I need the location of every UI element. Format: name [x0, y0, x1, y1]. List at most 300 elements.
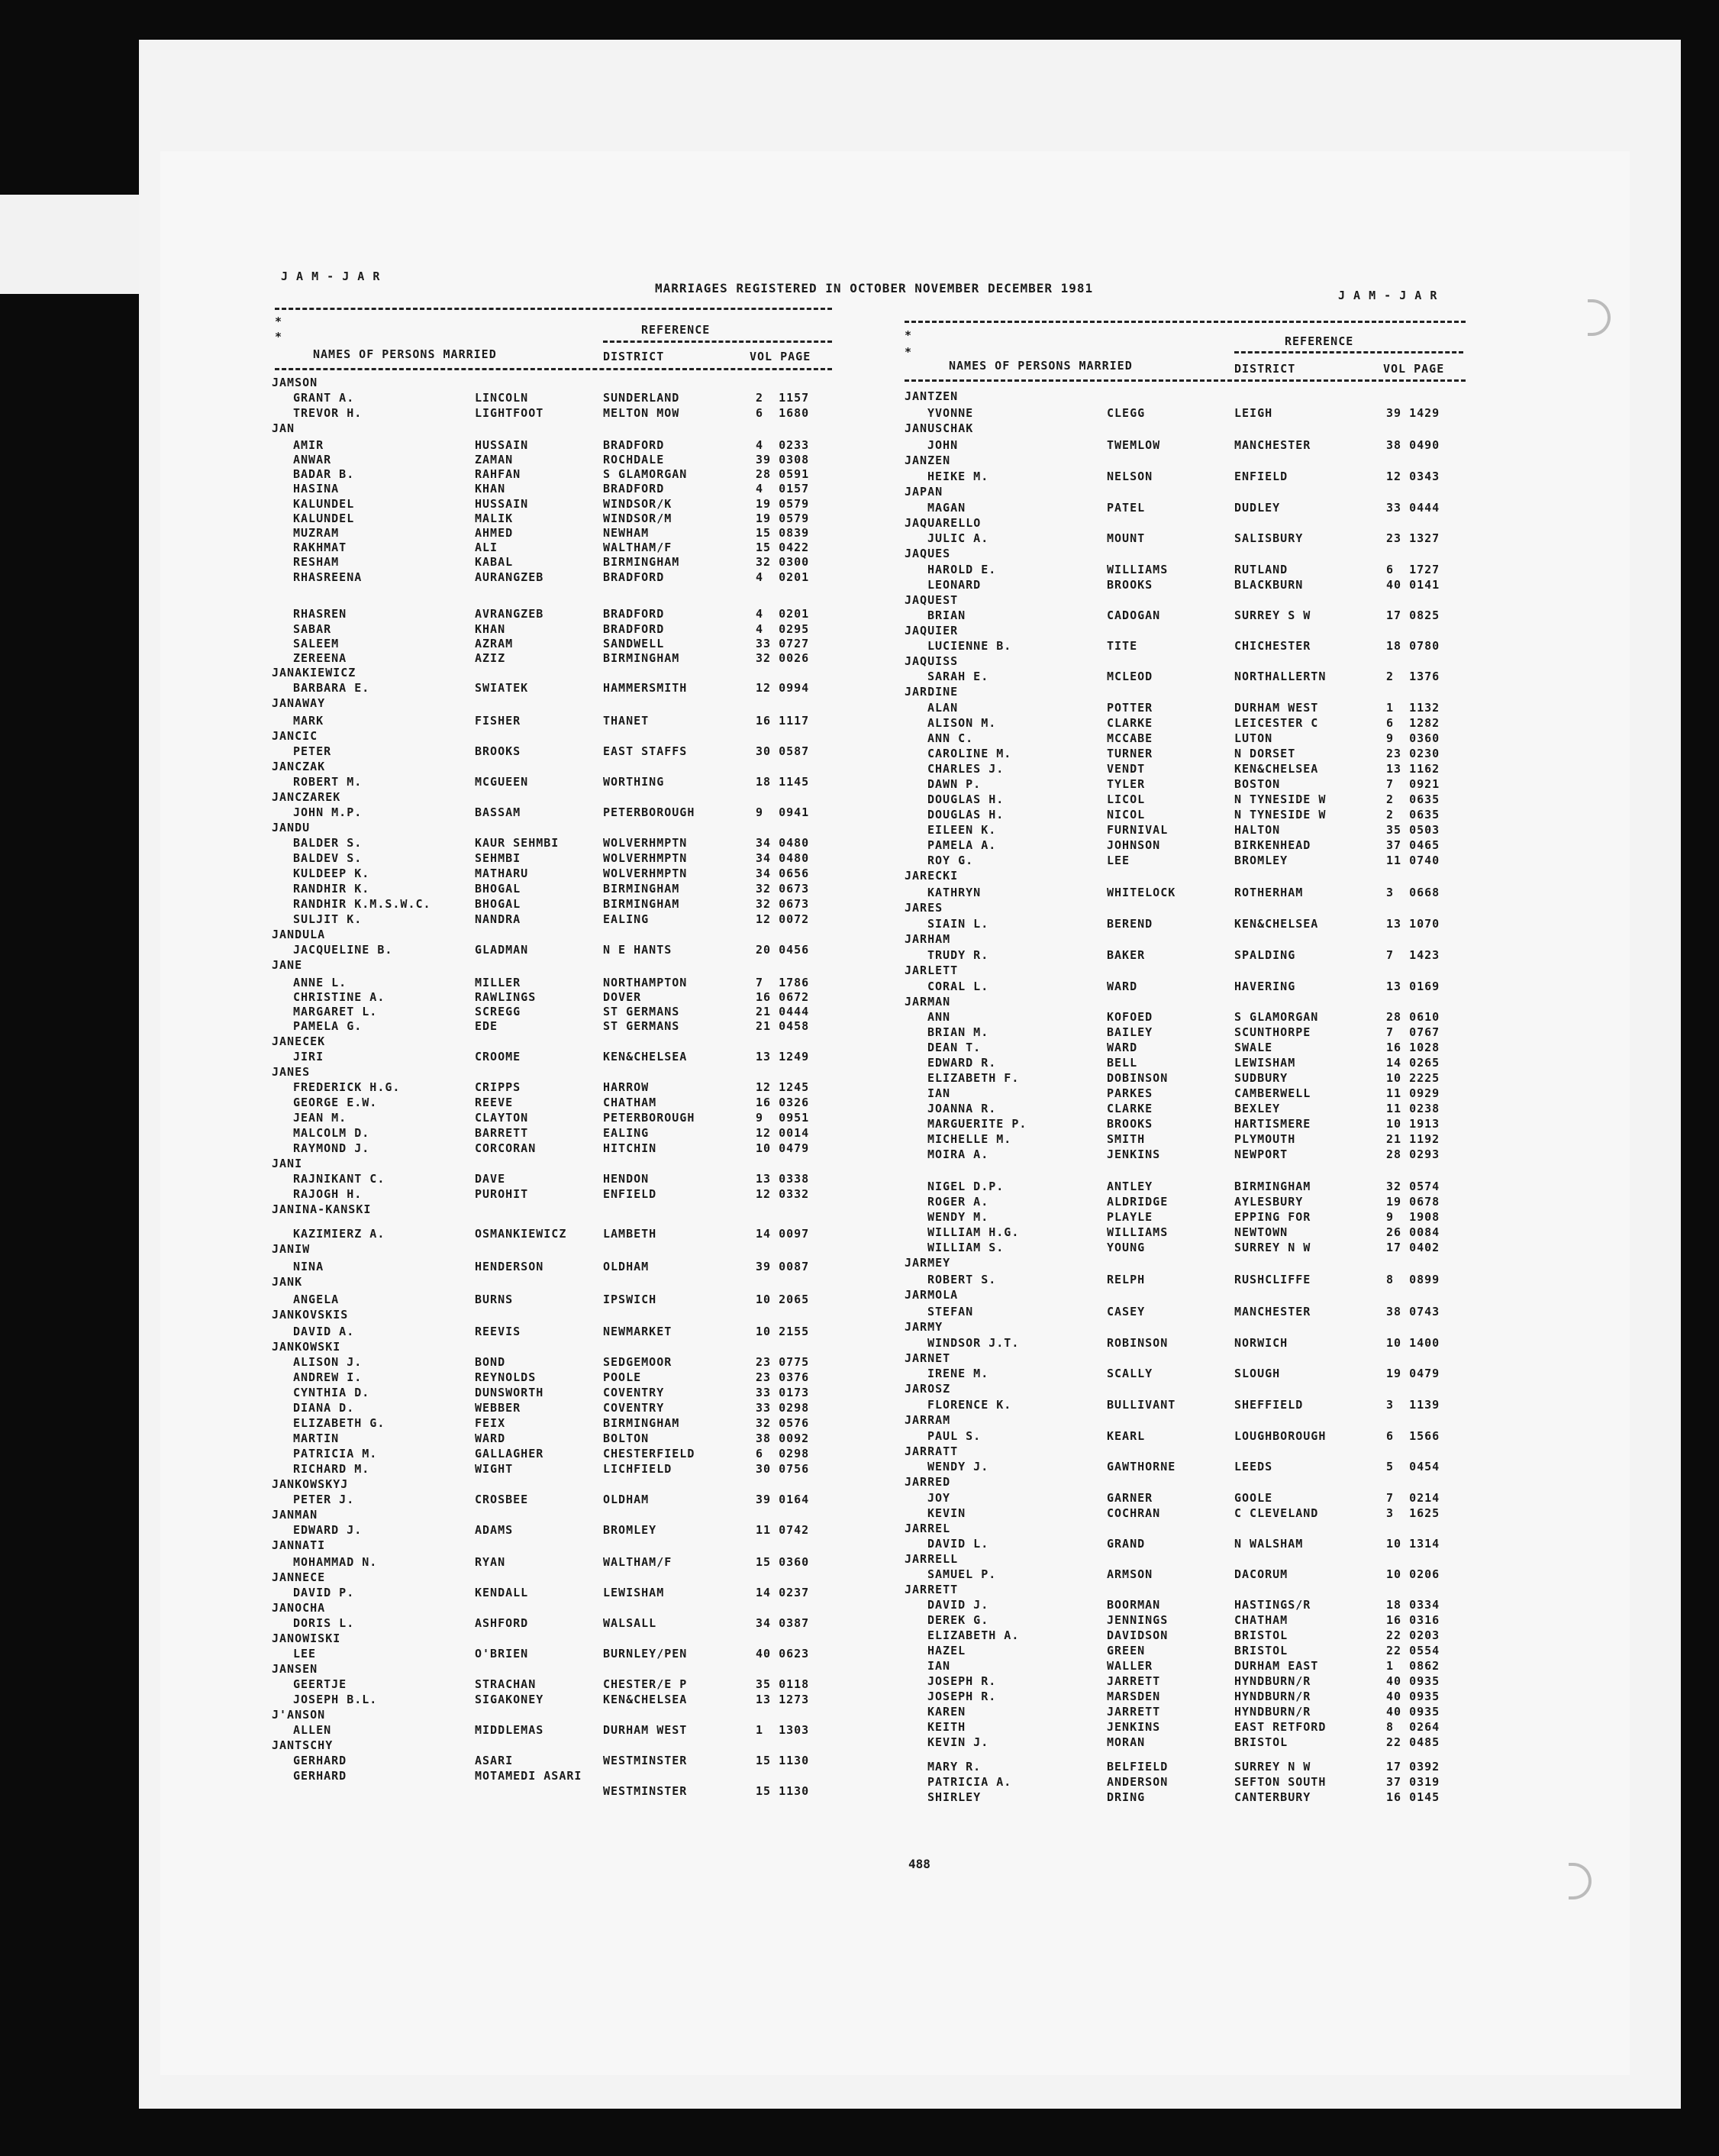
spouse-surname: LICOL	[1107, 792, 1146, 806]
given-names: HAROLD E.	[927, 563, 997, 576]
given-names: RANDHIR K.M.S.W.C.	[293, 897, 431, 911]
spouse-surname: MOUNT	[1107, 531, 1146, 545]
volume-page: 34 0387	[756, 1616, 810, 1630]
district: EAST STAFFS	[603, 744, 688, 758]
volume-page: 32 0673	[756, 882, 810, 896]
given-names: DEREK G.	[927, 1613, 989, 1627]
given-names: EDWARD R.	[927, 1056, 997, 1070]
spouse-surname: BURNS	[475, 1293, 514, 1306]
surname-heading: JARLETT	[905, 963, 959, 977]
spouse-surname: LIGHTFOOT	[475, 406, 544, 420]
volume-page: 10 1400	[1386, 1336, 1440, 1350]
district: DURHAM WEST	[603, 1723, 688, 1737]
district: LEWISHAM	[603, 1586, 665, 1599]
district: BRISTOL	[1234, 1644, 1288, 1657]
header-rule	[275, 308, 832, 310]
surname-heading: JARECKI	[905, 869, 959, 883]
spouse-surname: KEARL	[1107, 1429, 1146, 1443]
volume-page: 1 1132	[1386, 701, 1440, 715]
district: SURREY N W	[1234, 1760, 1311, 1774]
spouse-surname: WILLIAMS	[1107, 1225, 1169, 1239]
given-names: WENDY M.	[927, 1210, 989, 1224]
district: BIRMINGHAM	[603, 897, 680, 911]
given-names: JOSEPH B.L.	[293, 1693, 378, 1706]
volume-page: 17 0825	[1386, 608, 1440, 622]
surname-heading: JARRAM	[905, 1413, 951, 1427]
spouse-surname: JARRETT	[1107, 1705, 1161, 1719]
surname-heading: JANINA-KANSKI	[272, 1202, 372, 1216]
given-names: SARAH E.	[927, 670, 989, 683]
names-header: NAMES OF PERSONS MARRIED	[313, 347, 497, 361]
spouse-surname: RAWLINGS	[475, 990, 537, 1004]
volume-page: 10 1314	[1386, 1537, 1440, 1551]
volume-page: 11 0238	[1386, 1102, 1440, 1115]
surname-heading: JANCIC	[272, 729, 318, 743]
district: NEWPORT	[1234, 1147, 1288, 1161]
given-names: DOUGLAS H.	[927, 808, 1005, 821]
volume-page: 33 0727	[756, 637, 810, 650]
surname-heading: JANIW	[272, 1242, 311, 1256]
district: HALTON	[1234, 823, 1281, 837]
volume-page: 33 0298	[756, 1401, 810, 1415]
given-names: WILLIAM S.	[927, 1241, 1005, 1254]
district: HAVERING	[1234, 980, 1296, 993]
surname-heading: JARRATT	[905, 1444, 959, 1458]
volume-page: 16 0316	[1386, 1613, 1440, 1627]
volume-page: 23 0775	[756, 1355, 810, 1369]
district: DOVER	[603, 990, 642, 1004]
district: WINDSOR/M	[603, 512, 672, 525]
district: BLACKBURN	[1234, 578, 1304, 592]
district: BIRKENHEAD	[1234, 838, 1311, 852]
volume-page: 39 1429	[1386, 406, 1440, 420]
district: LEWISHAM	[1234, 1056, 1296, 1070]
given-names: FREDERICK H.G.	[293, 1080, 401, 1094]
district: ENFIELD	[603, 1187, 657, 1201]
volume-page: 2 1376	[1386, 670, 1440, 683]
spouse-surname: CLARKE	[1107, 1102, 1153, 1115]
given-names: DIANA D.	[293, 1401, 355, 1415]
given-names: ELIZABETH A.	[927, 1628, 1020, 1642]
volume-page: 34 0656	[756, 867, 810, 880]
spouse-surname: SIGAKONEY	[475, 1693, 544, 1706]
given-names: MALCOLM D.	[293, 1126, 370, 1140]
given-names: ZEREENA	[293, 651, 347, 665]
spouse-surname: KHAN	[475, 482, 506, 495]
given-names: ALISON M.	[927, 716, 997, 730]
reference-header: REFERENCE	[1285, 334, 1354, 348]
volume-page: 16 0326	[756, 1096, 810, 1109]
given-names: GEERTJE	[293, 1677, 347, 1691]
given-names: IAN	[927, 1659, 951, 1673]
given-names: GEORGE E.W.	[293, 1096, 378, 1109]
volume-page: 21 0444	[756, 1005, 810, 1018]
volume-page: 13 1273	[756, 1693, 810, 1706]
volume-page: 15 0422	[756, 541, 810, 554]
volume-page: 6 1727	[1386, 563, 1440, 576]
given-names: RESHAM	[293, 555, 340, 569]
district: PETERBOROUGH	[603, 805, 695, 819]
given-names: SULJIT K.	[293, 912, 363, 926]
volume-page: 34 0480	[756, 851, 810, 865]
district: HENDON	[603, 1172, 650, 1186]
spouse-surname: ADAMS	[475, 1523, 514, 1537]
district: SUDBURY	[1234, 1071, 1288, 1085]
district: NEWMARKET	[603, 1325, 672, 1338]
volume-page: 28 0293	[1386, 1147, 1440, 1161]
district: BRISTOL	[1234, 1735, 1288, 1749]
given-names: HEIKE M.	[927, 470, 989, 483]
volume-page: 10 1913	[1386, 1117, 1440, 1131]
given-names: DAVID A.	[293, 1325, 355, 1338]
spouse-surname: HENDERSON	[475, 1260, 544, 1273]
given-names: PAMELA G.	[293, 1019, 363, 1033]
district: GOOLE	[1234, 1491, 1273, 1505]
surname-heading: JANKOWSKYJ	[272, 1477, 349, 1491]
volume-page: 7 0921	[1386, 777, 1440, 791]
given-names: WINDSOR J.T.	[927, 1336, 1020, 1350]
spouse-surname: GARNER	[1107, 1491, 1153, 1505]
spouse-surname: DAVE	[475, 1172, 506, 1186]
given-names: BADAR B.	[293, 467, 355, 481]
volume-page: 13 1070	[1386, 917, 1440, 931]
spouse-surname: ALDRIDGE	[1107, 1195, 1169, 1209]
district: N WALSHAM	[1234, 1537, 1304, 1551]
spouse-surname: BROOKS	[1107, 578, 1153, 592]
volume-page: 14 0265	[1386, 1056, 1440, 1070]
spouse-surname: AURANGZEB	[475, 570, 544, 584]
spouse-surname: AVRANGZEB	[475, 607, 544, 621]
given-names: PETER J.	[293, 1493, 355, 1506]
district: THANET	[603, 714, 650, 728]
given-names: WILLIAM H.G.	[927, 1225, 1020, 1239]
district: KEN&CHELSEA	[1234, 762, 1319, 776]
district: BURNLEY/PEN	[603, 1647, 688, 1661]
spouse-surname: JENNINGS	[1107, 1613, 1169, 1627]
surname-heading: JARES	[905, 901, 943, 915]
district: EALING	[603, 912, 650, 926]
spouse-surname: BROOKS	[1107, 1117, 1153, 1131]
spouse-surname: BOND	[475, 1355, 506, 1369]
spouse-surname: FISHER	[475, 714, 521, 728]
surname-heading: JANKOWSKI	[272, 1340, 341, 1354]
spouse-surname: WARD	[1107, 1041, 1138, 1054]
district: ST GERMANS	[603, 1019, 680, 1033]
volume-page: 2 0635	[1386, 808, 1440, 821]
given-names: BALDER S.	[293, 836, 363, 850]
surname-heading: JANI	[272, 1157, 303, 1170]
surname-heading: JARREL	[905, 1522, 951, 1535]
volume-page: 12 0332	[756, 1187, 810, 1201]
district: SWALE	[1234, 1041, 1273, 1054]
volume-page: 32 0300	[756, 555, 810, 569]
surname-heading: JANK	[272, 1275, 303, 1289]
volume-page: 14 0237	[756, 1586, 810, 1599]
volume-page: 39 0087	[756, 1260, 810, 1273]
volume-page: 7 0767	[1386, 1025, 1440, 1039]
district: DURHAM WEST	[1234, 701, 1319, 715]
given-names: GRANT A.	[293, 391, 355, 405]
header-rule	[1234, 351, 1463, 353]
district: OLDHAM	[603, 1493, 650, 1506]
district: BEXLEY	[1234, 1102, 1281, 1115]
spouse-surname: AZRAM	[475, 637, 514, 650]
given-names: CYNTHIA D.	[293, 1386, 370, 1399]
given-names: DAVID P.	[293, 1586, 355, 1599]
spouse-surname: O'BRIEN	[475, 1647, 529, 1661]
spouse-surname: POTTER	[1107, 701, 1153, 715]
district: WESTMINSTER	[603, 1784, 688, 1798]
spouse-surname: MORAN	[1107, 1735, 1146, 1749]
surname-heading: JANMAN	[272, 1508, 318, 1522]
district: OLDHAM	[603, 1260, 650, 1273]
volume-page: 10 2225	[1386, 1071, 1440, 1085]
given-names: DOUGLAS H.	[927, 792, 1005, 806]
given-names: TREVOR H.	[293, 406, 363, 420]
district: BIRMINGHAM	[603, 1416, 680, 1430]
given-names: KALUNDEL	[293, 512, 355, 525]
volume-page: 2 0635	[1386, 792, 1440, 806]
spouse-surname: RYAN	[475, 1555, 506, 1569]
spouse-surname: BEREND	[1107, 917, 1153, 931]
given-names: JIRI	[293, 1050, 324, 1063]
spouse-surname: VENDT	[1107, 762, 1146, 776]
district: NEWHAM	[603, 526, 650, 540]
given-names: ANWAR	[293, 453, 332, 466]
spouse-surname: YOUNG	[1107, 1241, 1146, 1254]
spouse-surname: CRIPPS	[475, 1080, 521, 1094]
surname-heading: JANDU	[272, 821, 311, 834]
given-names: AMIR	[293, 438, 324, 452]
surname-heading: JAQUISS	[905, 654, 959, 668]
volume-page: 40 0935	[1386, 1705, 1440, 1719]
given-names: SALEEM	[293, 637, 340, 650]
given-names: ANGELA	[293, 1293, 340, 1306]
volume-page: 22 0485	[1386, 1735, 1440, 1749]
volume-page: 40 0935	[1386, 1674, 1440, 1688]
volume-page: 18 1145	[756, 775, 810, 789]
district: S GLAMORGAN	[1234, 1010, 1319, 1024]
district: DACORUM	[1234, 1567, 1288, 1581]
given-names: ELIZABETH G.	[293, 1416, 385, 1430]
surname-heading: JANKOVSKIS	[272, 1308, 349, 1322]
given-names: KEVIN	[927, 1506, 966, 1520]
district: WOLVERHMPTN	[603, 867, 688, 880]
given-names: RHASREENA	[293, 570, 363, 584]
spouse-surname: LINCOLN	[475, 391, 529, 405]
district: BRISTOL	[1234, 1628, 1288, 1642]
volume-page: 4 0201	[756, 607, 810, 621]
surname-heading: JANOCHA	[272, 1601, 326, 1615]
spouse-surname: TITE	[1107, 639, 1138, 653]
given-names: MARY R.	[927, 1760, 982, 1774]
district: MANCHESTER	[1234, 438, 1311, 452]
district: EAST RETFORD	[1234, 1720, 1327, 1734]
given-names: NIGEL D.P.	[927, 1180, 1005, 1193]
volume-page: 6 0298	[756, 1447, 810, 1460]
header-rule	[905, 321, 1466, 323]
district: NORTHALLERTN	[1234, 670, 1327, 683]
volume-page: 26 0084	[1386, 1225, 1440, 1239]
district-header: DISTRICT	[603, 350, 665, 363]
volume-page: 18 0334	[1386, 1598, 1440, 1612]
surname-heading: JANTZEN	[905, 389, 959, 403]
spouse-surname: NELSON	[1107, 470, 1153, 483]
given-names: MARTIN	[293, 1431, 340, 1445]
surname-heading: JARRELL	[905, 1552, 959, 1566]
spouse-surname: KAUR SEHMBI	[475, 836, 560, 850]
spouse-surname: MOTAMEDI ASARI	[475, 1769, 582, 1783]
spouse-surname: NICOL	[1107, 808, 1146, 821]
spouse-surname: CLARKE	[1107, 716, 1153, 730]
district: SANDWELL	[603, 637, 665, 650]
spouse-surname: AZIZ	[475, 651, 506, 665]
district: DUDLEY	[1234, 501, 1281, 515]
given-names: ROBERT S.	[927, 1273, 997, 1286]
spouse-surname: PATEL	[1107, 501, 1146, 515]
district: SURREY N W	[1234, 1241, 1311, 1254]
volume-page: 13 1249	[756, 1050, 810, 1063]
spouse-surname: CROOME	[475, 1050, 521, 1063]
spouse-surname: SWIATEK	[475, 681, 529, 695]
volume-page: 4 0233	[756, 438, 810, 452]
given-names: ANN C.	[927, 731, 974, 745]
volume-page: 19 0678	[1386, 1195, 1440, 1209]
given-names: ANN	[927, 1010, 951, 1024]
district: SEDGEMOOR	[603, 1355, 672, 1369]
spouse-surname: BHOGAL	[475, 882, 521, 896]
spouse-surname: AHMED	[475, 526, 514, 540]
volume-page: 10 0479	[756, 1141, 810, 1155]
volume-page: 4 0295	[756, 622, 810, 636]
district: MELTON MOW	[603, 406, 680, 420]
vol-page-header: VOL PAGE	[750, 350, 811, 363]
district: HARROW	[603, 1080, 650, 1094]
district: CHICHESTER	[1234, 639, 1311, 653]
given-names: ROBERT M.	[293, 775, 363, 789]
district: HARTISMERE	[1234, 1117, 1311, 1131]
district: HYNDBURN/R	[1234, 1705, 1311, 1719]
surname-heading: J'ANSON	[272, 1708, 326, 1722]
district: PETERBOROUGH	[603, 1111, 695, 1125]
surname-heading: JANTSCHY	[272, 1738, 334, 1752]
spouse-surname: FEIX	[475, 1416, 506, 1430]
spouse-surname: GALLAGHER	[475, 1447, 544, 1460]
surname-heading: JAN	[272, 421, 295, 435]
volume-page: 30 0587	[756, 744, 810, 758]
district: SALISBURY	[1234, 531, 1304, 545]
spouse-surname: SMITH	[1107, 1132, 1146, 1146]
district: LUTON	[1234, 731, 1273, 745]
district: BOLTON	[603, 1431, 650, 1445]
spouse-surname: STRACHAN	[475, 1677, 537, 1691]
given-names: MOIRA A.	[927, 1147, 989, 1161]
volume-page: 6 1566	[1386, 1429, 1440, 1443]
district: KEN&CHELSEA	[603, 1050, 688, 1063]
surname-heading: JANOWISKI	[272, 1632, 341, 1645]
spouse-surname: MIDDLEMAS	[475, 1723, 544, 1737]
volume-page: 9 0951	[756, 1111, 810, 1125]
surname-heading: JAMSON	[272, 376, 318, 389]
volume-page: 35 0503	[1386, 823, 1440, 837]
given-names: BRIAN M.	[927, 1025, 989, 1039]
given-names: KULDEEP K.	[293, 867, 370, 880]
volume-page: 23 1327	[1386, 531, 1440, 545]
spouse-surname: NANDRA	[475, 912, 521, 926]
given-names: STEFAN	[927, 1305, 974, 1318]
surname-heading: JAROSZ	[905, 1382, 951, 1396]
spouse-surname: BULLIVANT	[1107, 1398, 1176, 1412]
surname-heading: JANNATI	[272, 1538, 326, 1552]
given-names: KAZIMIERZ A.	[293, 1227, 385, 1241]
volume-page: 22 0554	[1386, 1644, 1440, 1657]
volume-page: 6 1680	[756, 406, 810, 420]
district: CHESTER/E P	[603, 1677, 688, 1691]
given-names: SABAR	[293, 622, 332, 636]
volume-page: 15 0360	[756, 1555, 810, 1569]
given-names: SIAIN L.	[927, 917, 989, 931]
spouse-surname: HUSSAIN	[475, 438, 529, 452]
spouse-surname: DAVIDSON	[1107, 1628, 1169, 1642]
volume-page: 39 0164	[756, 1493, 810, 1506]
spouse-surname: ASHFORD	[475, 1616, 529, 1630]
given-names: DAVID L.	[927, 1537, 989, 1551]
volume-page: 8 0264	[1386, 1720, 1440, 1734]
spouse-surname: MATHARU	[475, 867, 529, 880]
district: ROCHDALE	[603, 453, 665, 466]
given-names: BARBARA E.	[293, 681, 370, 695]
header-rule	[603, 341, 832, 343]
given-names: CHRISTINE A.	[293, 990, 385, 1004]
volume-page: 28 0610	[1386, 1010, 1440, 1024]
district: LEEDS	[1234, 1460, 1273, 1473]
given-names: PATRICIA A.	[927, 1775, 1012, 1789]
volume-page: 40 0623	[756, 1647, 810, 1661]
district: N TYNESIDE W	[1234, 792, 1327, 806]
given-names: ALLEN	[293, 1723, 332, 1737]
given-names: IAN	[927, 1086, 951, 1100]
surname-heading: JARMOLA	[905, 1288, 959, 1302]
surname-heading: JANAWAY	[272, 696, 326, 710]
given-names: ALAN	[927, 701, 959, 715]
district: LAMBETH	[603, 1227, 657, 1241]
spouse-surname: BOORMAN	[1107, 1598, 1161, 1612]
volume-page: 40 0935	[1386, 1690, 1440, 1703]
district: N DORSET	[1234, 747, 1296, 760]
spouse-surname: SCREGG	[475, 1005, 521, 1018]
given-names: WENDY J.	[927, 1460, 989, 1473]
volume-page: 6 1282	[1386, 716, 1440, 730]
spouse-surname: KABAL	[475, 555, 514, 569]
district: AYLESBURY	[1234, 1195, 1304, 1209]
spouse-surname: REEVE	[475, 1096, 514, 1109]
volume-page: 3 1625	[1386, 1506, 1440, 1520]
volume-page: 37 0465	[1386, 838, 1440, 852]
spouse-surname: CLEGG	[1107, 406, 1146, 420]
volume-page: 10 2155	[756, 1325, 810, 1338]
given-names: ROY G.	[927, 854, 974, 867]
district: COVENTRY	[603, 1386, 665, 1399]
given-names: JEAN M.	[293, 1111, 347, 1125]
volume-page: 9 0941	[756, 805, 810, 819]
given-names: ANDREW I.	[293, 1370, 363, 1384]
district: LOUGHBOROUGH	[1234, 1429, 1327, 1443]
surname-heading: JANUSCHAK	[905, 421, 974, 435]
volume-page: 11 0740	[1386, 854, 1440, 867]
spouse-surname: REEVIS	[475, 1325, 521, 1338]
district: SURREY S W	[1234, 608, 1311, 622]
given-names: PATRICIA M.	[293, 1447, 378, 1460]
